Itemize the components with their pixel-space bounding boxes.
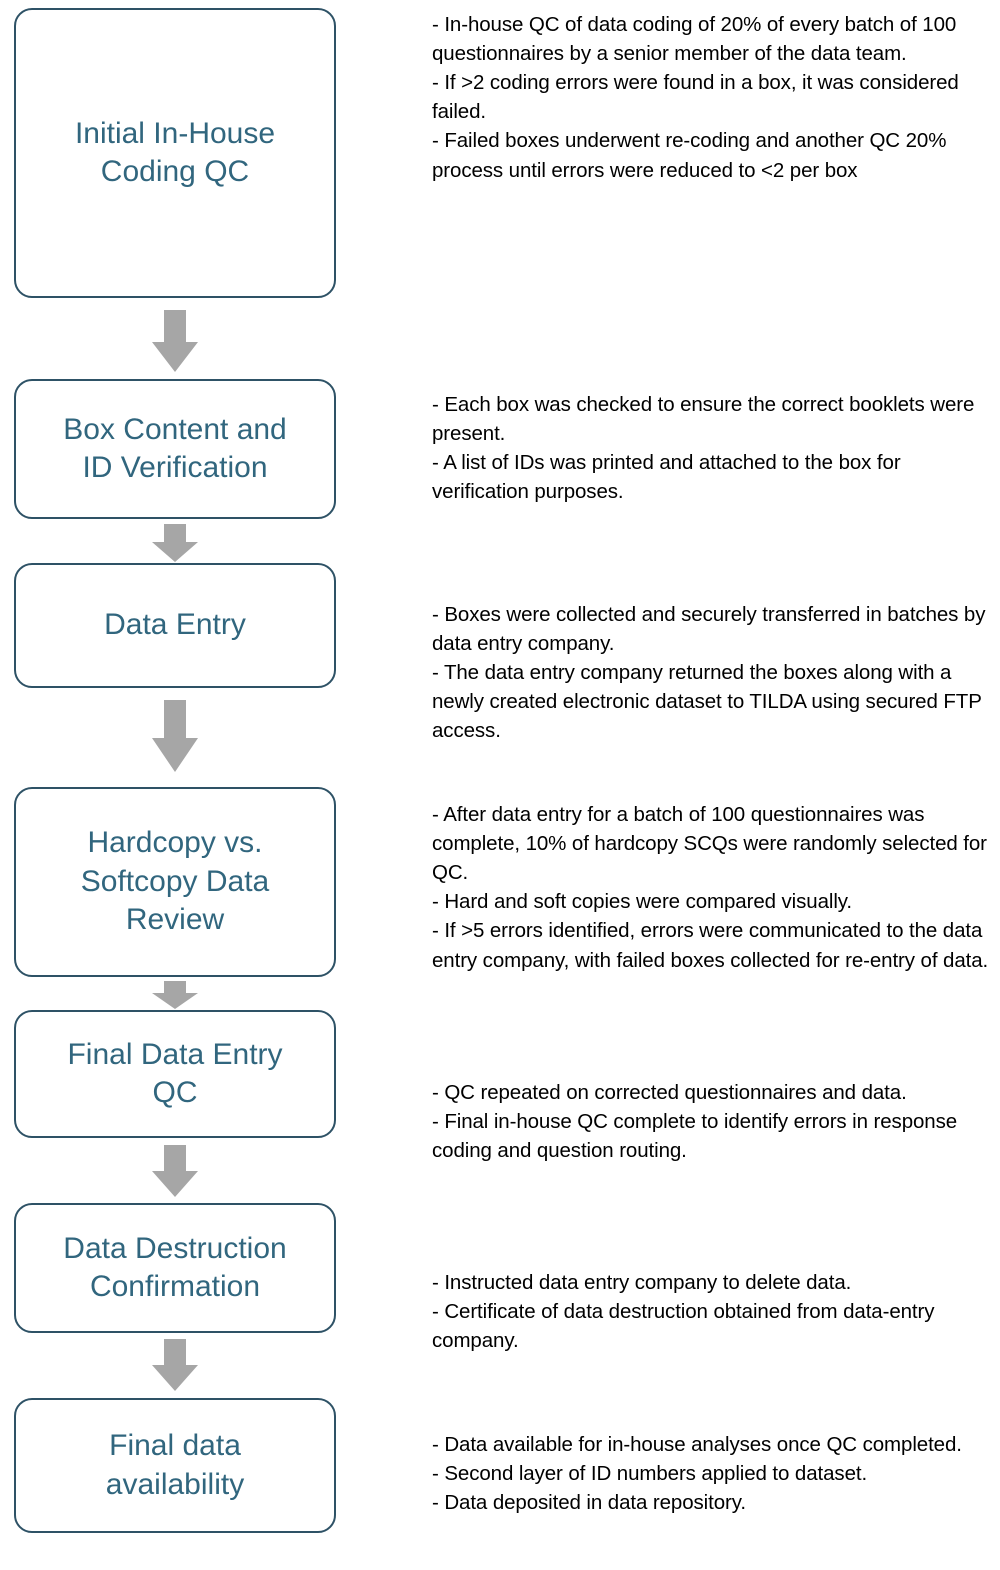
- node-final-data-entry-qc: [14, 1010, 336, 1138]
- node-label: Data Destruction Confirmation: [63, 1231, 287, 1303]
- description-final-data-entry-qc: - QC repeated on corrected questionnaires and data. - Final in-house QC complete to identify errors in response coding and question routing.: [432, 1081, 958, 1163]
- node-data-destruction-confirmation: [14, 1203, 336, 1333]
- node-initial-in-house-coding-qc: [14, 8, 336, 298]
- node-data-entry: [14, 563, 336, 688]
- node-label: Final Data Entry QC: [67, 1037, 283, 1109]
- arrow-4: [152, 981, 198, 1009]
- description-initial-in-house-coding-qc: - In-house QC of data coding of 20% of every batch of 100 questionnaires by a senior member of the data team. - If >2 coding errors were found in a box, it was considered failed. - Failed boxes underwent re-coding and another QC 20% process until errors were reduced to <2 per box: [432, 13, 959, 182]
- description-hardcopy-vs-softcopy-data-review: - After data entry for a batch of 100 questionnaires was complete, 10% of hardcopy SCQs were randomly selected for QC. - Hard and soft copies were compared visually. - If >5 errors identified, errors were communicated to the data entry company, with failed boxes collected for re-entry of data.: [432, 803, 989, 972]
- arrow-3: [152, 700, 198, 772]
- node-label: Initial In-House Coding QC: [74, 116, 276, 188]
- description-data-entry: - Boxes were collected and securely transferred in batches by data entry company. - The data entry company returned the boxes along with a newly created electronic dataset to TILDA using secured FTP access.: [432, 603, 986, 743]
- node-label: Final data availability: [105, 1429, 245, 1501]
- arrow-5: [152, 1145, 198, 1197]
- arrow-1: [152, 310, 198, 372]
- arrow-2: [152, 524, 198, 562]
- node-final-data-availability: [14, 1398, 336, 1533]
- description-box-content-and-id-verification: - Each box was checked to ensure the correct booklets were present. - A list of IDs was printed and attached to the box for verification purposes.: [432, 393, 975, 504]
- description-data-destruction-confirmation: - Instructed data entry company to delete data. - Certificate of data destruction obtained from data-entry company.: [432, 1271, 935, 1353]
- arrow-6: [152, 1339, 198, 1391]
- node-box-content-and-id-verification: [14, 379, 336, 519]
- node-label: Data Entry: [104, 608, 246, 642]
- node-label: Hardcopy vs. Softcopy Data Review: [80, 826, 270, 937]
- node-label: Box Content and ID Verification: [63, 412, 287, 484]
- description-final-data-availability: - Data available for in-house analyses once QC completed. - Second layer of ID numbers applied to dataset. - Data deposited in data repository.: [432, 1433, 962, 1515]
- node-hardcopy-vs-softcopy-data-review: [14, 787, 336, 977]
